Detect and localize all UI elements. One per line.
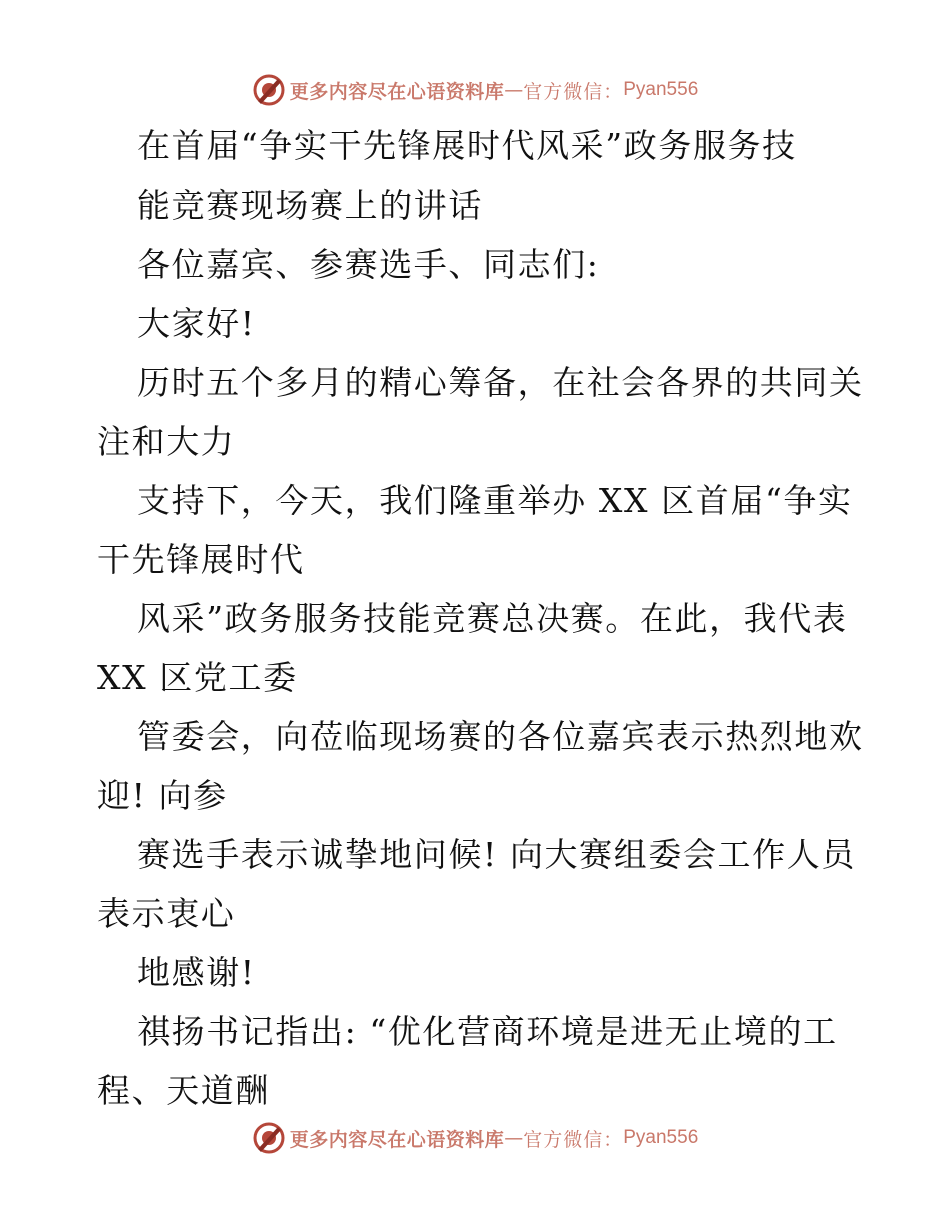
footer-banner	[0, 1118, 950, 1158]
paragraph-line: 干先锋展时代	[97, 540, 305, 579]
banner-official-label: 官方微信：	[523, 80, 624, 103]
banner-slogan: 更多内容尽在心语资料库	[289, 1128, 505, 1151]
document-title-line-2: 能竞赛现场赛上的讲话	[137, 186, 483, 225]
paragraph-line: 表示衷心	[97, 894, 236, 933]
banner-separator: —	[504, 1127, 524, 1149]
paragraph-line: 注和大力	[97, 422, 236, 461]
banner-separator: —	[504, 79, 524, 101]
paragraph-line: 支持下，今天，我们隆重举办 XX 区首届“争实	[137, 481, 853, 520]
paragraph-line: 风采”政务服务技能竞赛总决赛。在此，我代表	[137, 599, 848, 638]
paragraph-line: 程、天道酬	[97, 1071, 270, 1110]
paragraph-line: 地感谢!	[137, 953, 256, 992]
paragraph-line: 历时五个多月的精心筹备，在社会各界的共同关	[137, 363, 864, 402]
document-title-line-1: 在首届“争实干先锋展时代风采”政务服务技	[137, 126, 797, 165]
paragraph-line: 迎! 向参	[97, 776, 228, 815]
banner-slogan: 更多内容尽在心语资料库	[289, 80, 505, 103]
salutation: 各位嘉宾、参赛选手、同志们:	[137, 245, 600, 284]
paragraph-line: XX 区党工委	[97, 658, 298, 697]
banner-wechat-id: Pyan556	[623, 1127, 699, 1148]
paragraph-line: 赛选手表示诚挚地问候! 向大赛组委会工作人员	[137, 835, 856, 874]
pen-logo-icon	[252, 1121, 286, 1155]
paragraph-line: 祺扬书记指出: “优化营商环境是进无止境的工	[137, 1012, 838, 1051]
banner-official-label: 官方微信：	[523, 1128, 624, 1151]
paragraph-line: 管委会，向莅临现场赛的各位嘉宾表示热烈地欢	[137, 717, 864, 756]
banner-wechat-id: Pyan556	[623, 79, 699, 100]
greeting: 大家好!	[137, 304, 256, 343]
header-banner	[0, 70, 950, 110]
pen-logo-icon	[252, 73, 286, 107]
